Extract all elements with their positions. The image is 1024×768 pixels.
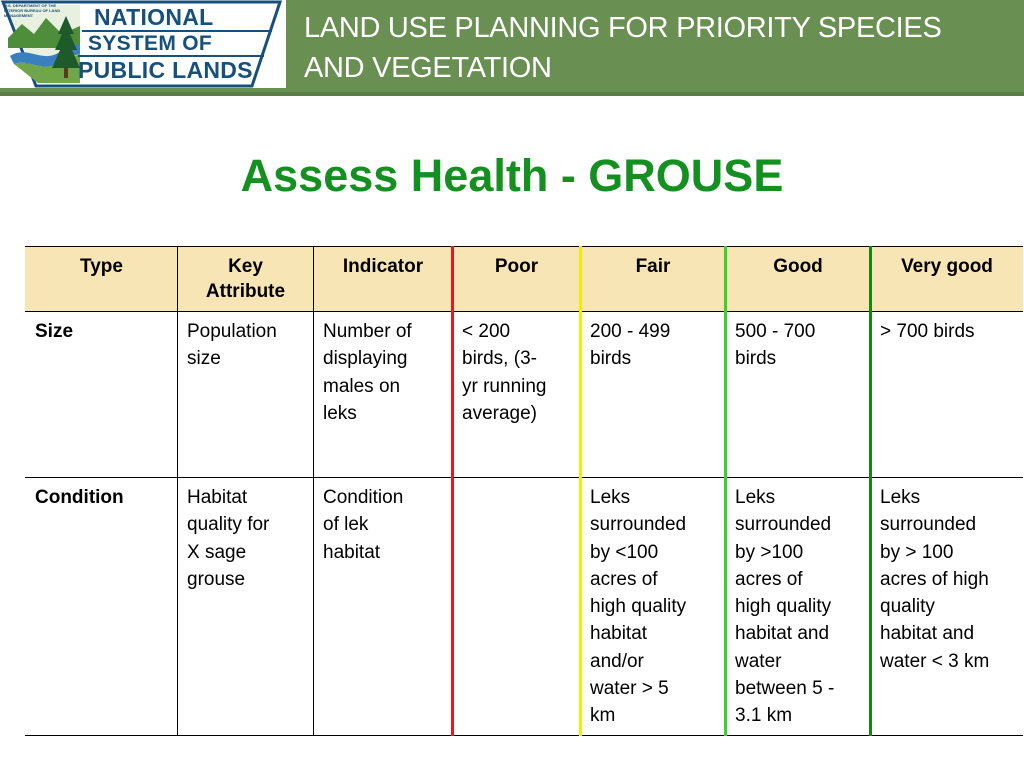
table-row-size-good [725, 312, 870, 476]
cell-line: surrounded [590, 514, 687, 536]
cell-line: Number of [323, 321, 412, 342]
cell-line: leks [323, 402, 357, 424]
column-divider [177, 246, 178, 736]
column-header-indicator-text: Indicator [342, 256, 424, 277]
cell-line: by <100 [590, 541, 659, 563]
table-row-size-poor [452, 312, 580, 476]
cell-line: 500 - 700 [735, 321, 816, 342]
column-header-good-text: Good [773, 256, 823, 277]
column-divider-very-good [869, 246, 872, 736]
column-header-fair [580, 246, 725, 311]
cell-line: > 700 birds [880, 321, 975, 342]
cell-line: quality for [187, 514, 270, 536]
cell-line: 200 - 499 [590, 321, 671, 342]
cell-line: displaying [323, 348, 408, 370]
column-divider-good [724, 246, 727, 736]
logo-word-national: NATIONAL [94, 4, 214, 30]
logo-agency-text: U.S. DEPARTMENT OF THE INTERIOR BUREAU OF LAND MANAGEMENT [4, 3, 61, 18]
column-header-very-good-text: Very good [901, 256, 993, 277]
cell-line: yr running [462, 375, 547, 397]
cell-line: birds [590, 348, 632, 370]
cell-line: km [590, 705, 616, 727]
table-row-size-very-good [870, 312, 1023, 476]
cell-line: habitat [323, 541, 381, 563]
table-row-condition-indicator [313, 478, 452, 736]
cell-line: Leks [735, 487, 776, 508]
cell-line: surrounded [880, 514, 977, 536]
table-row-size-key-attribute [177, 312, 313, 476]
cell-line: acres of [735, 568, 803, 590]
cell-line: Habitat [187, 487, 248, 508]
column-header-type [25, 246, 177, 311]
cell-line: high quality [590, 596, 687, 618]
cell-line: water < 3 km [880, 650, 990, 672]
cell-line: < 200 [462, 321, 511, 342]
table-bottom-rule [25, 735, 1023, 736]
table-row-condition-good [725, 478, 870, 736]
cell-line: 3.1 km [735, 705, 793, 727]
header-title-line-2: AND VEGETATION [304, 52, 552, 84]
cell-line: of lek [323, 514, 369, 536]
slide-title: Assess Health - GROUSE [240, 150, 784, 201]
cell-line: birds [735, 348, 777, 370]
cell-line: Population [187, 321, 277, 342]
assessment-table [25, 246, 1023, 736]
cell-line: habitat and [735, 623, 830, 645]
table-row-size-fair [580, 312, 725, 476]
logo-word-public-lands: PUBLIC LANDS [78, 57, 253, 83]
table-row-size-indicator [313, 312, 452, 476]
cell-line: acres of high [880, 568, 989, 590]
cell-line: grouse [187, 568, 246, 590]
table-row-size-type [25, 312, 177, 476]
cell-line: quality [880, 596, 935, 618]
cell-line: between 5 - [735, 678, 835, 700]
table-row-condition-key-attribute [177, 478, 313, 736]
cell-line: Leks [590, 487, 631, 508]
column-header-key-attribute [177, 246, 313, 311]
national-system-of-public-lands-logo [0, 0, 286, 88]
table-top-rule [25, 246, 1023, 247]
cell-line: water [735, 650, 782, 672]
column-divider-poor [451, 246, 454, 736]
cell-line: high quality [735, 596, 832, 618]
cell-line: and/or [590, 650, 644, 672]
header-title [304, 8, 1014, 88]
cell-line: acres of [590, 568, 658, 590]
cell-line: Condition [323, 487, 404, 508]
cell-line: Leks [880, 487, 921, 508]
column-header-type-text: Type [80, 256, 123, 277]
table-row-condition-type [25, 478, 177, 736]
table-row-rule [25, 477, 1023, 478]
cell-line: average) [462, 402, 537, 424]
header-title-line-1: LAND USE PLANNING FOR PRIORITY SPECIES [304, 12, 942, 44]
column-header-good [725, 246, 870, 311]
logo-word-system-of: SYSTEM OF [88, 32, 213, 55]
cell-line: X sage [187, 541, 247, 563]
table-row-condition-fair [580, 478, 725, 736]
column-header-indicator [313, 246, 452, 311]
cell-line: males on [323, 375, 401, 397]
column-header-key-attribute-line-2: Attribute [205, 281, 286, 302]
column-header-poor-text: Poor [494, 256, 539, 277]
table-header-rule [25, 311, 1023, 312]
cell-line: habitat and [880, 623, 975, 645]
cell-line: by > 100 [880, 541, 954, 563]
cell-line: water > 5 [590, 678, 669, 700]
column-header-key-attribute-line-1: Key [228, 256, 263, 277]
cell-line: habitat [590, 623, 648, 645]
column-header-poor [452, 246, 580, 311]
table-row-condition-poor [452, 478, 580, 736]
column-header-fair-text: Fair [635, 256, 671, 277]
table-row-size-type-text: Size [35, 321, 74, 342]
column-divider-fair [579, 246, 582, 736]
column-header-very-good [870, 246, 1023, 311]
table-row-condition-very-good [870, 478, 1023, 736]
cell-line: surrounded [735, 514, 832, 536]
cell-line: birds, (3- [462, 348, 537, 370]
cell-line: by >100 [735, 541, 804, 563]
cell-line: size [187, 348, 221, 370]
table-row-condition-type-text: Condition [35, 487, 124, 508]
header-rule [0, 92, 1024, 96]
column-divider [313, 246, 314, 736]
